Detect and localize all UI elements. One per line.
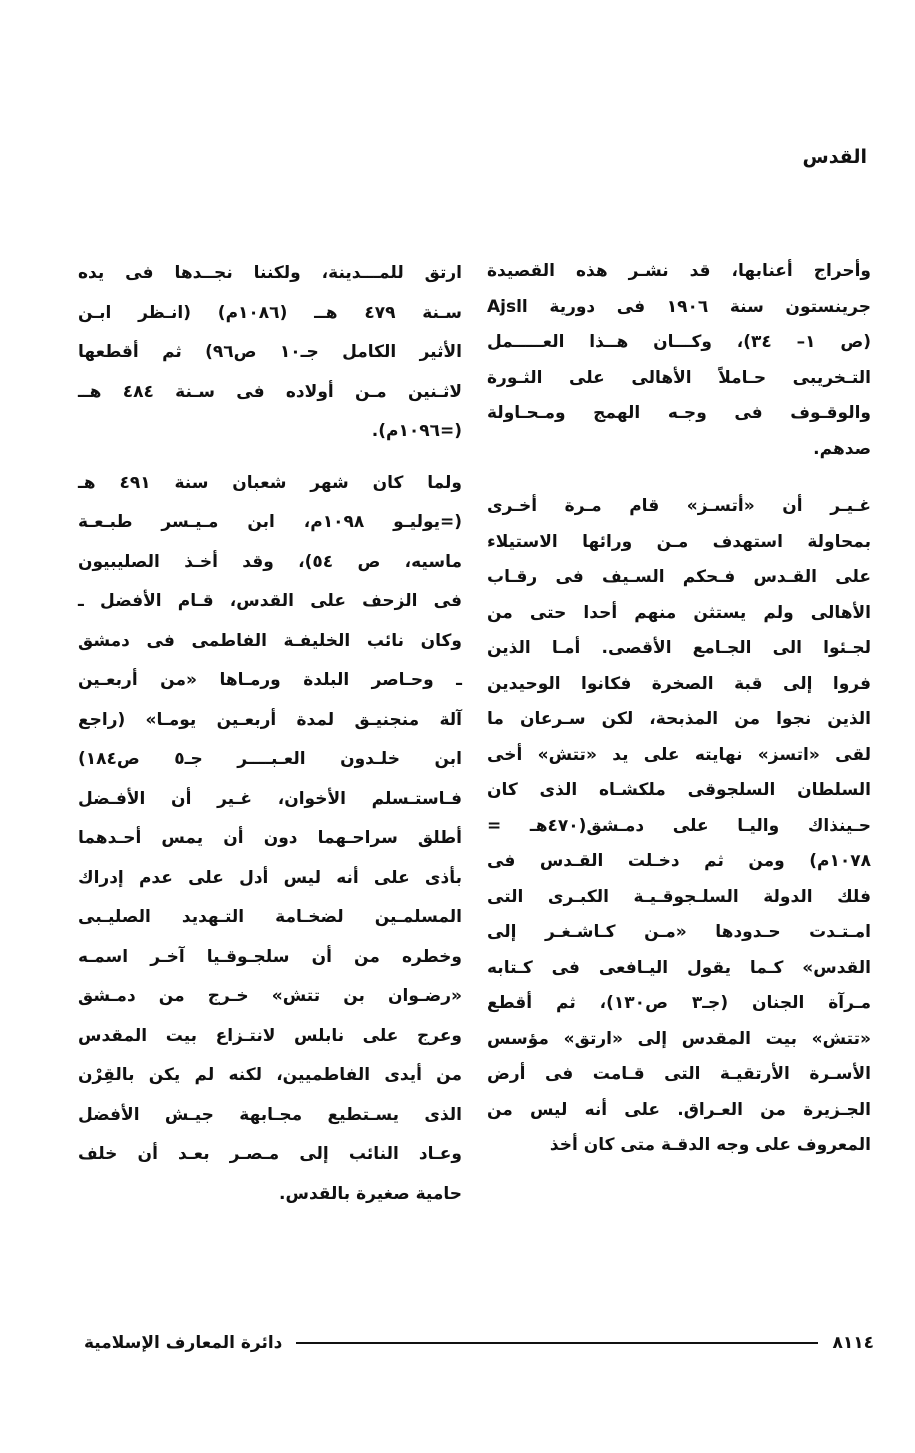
text-line: صدهم. — [813, 438, 871, 459]
text-line: وعرج على نابلس لانتـزاع بيت المقدس — [78, 1025, 462, 1046]
text-line: ابن خلـدون العـبــــر جـ٥ ص١٨٤) — [78, 749, 462, 769]
text-line: لجـئوا الى الجـامع الأقصى. أمـا الذين — [487, 638, 871, 658]
page-footer — [84, 1328, 874, 1358]
text-line: وخطره من أن سلجـوقـيا آخـر اسمـه — [78, 946, 462, 967]
text-line: بأذى على أنه ليس أدل على عدم إدراك — [78, 867, 462, 888]
text-line: مـرآة الجنان (جـ٣ ص١٣٠)، ثم أقطع — [487, 993, 871, 1013]
text-line: آلة منجنيـق لمدة أربعـين يومـا» (راجع — [78, 709, 462, 730]
text-line: (=١٠٩٦م). — [371, 421, 462, 441]
paragraph — [78, 254, 462, 452]
text-line: من أيدى الفاطميين، لكنه لم يكن بالقِرْن — [78, 1065, 462, 1085]
text-line: الأهالى ولم يستثن منهم أحدا حتى من — [487, 602, 871, 623]
text-line: القدس» كـما يقول اليـافعى فى كـتابه — [487, 957, 871, 978]
text-line: على القـدس فـحكم السـيف فى رقـاب — [487, 567, 871, 587]
text-line: بمحاولة استهدف مـن ورائها الاستيلاء — [487, 531, 871, 552]
paragraph — [78, 464, 462, 1215]
text-line: وكان نائب الخليفـة الفاطمى فى دمشق — [78, 630, 462, 651]
text-line: لقى «اتسز» نهايته على يد «تتش» أخى — [487, 744, 871, 765]
text-line: لاثـنين مـن أولاده فى سـنة ٤٨٤ هــ — [78, 381, 462, 402]
paragraph — [487, 489, 871, 1164]
text-line: الجـزيرة من العـراق. على أنه ليس من — [487, 1099, 871, 1120]
text-line: الذين نجوا من المذبحة، لكن سـرعان ما — [487, 709, 871, 729]
text-line: جرينستون سنة ١٩٠٦ فى دورية Ajsll — [487, 296, 871, 317]
text-line: (=يوليـو ١٠٩٨م، ابن مـيـسر طبـعـة — [78, 512, 463, 532]
text-line: المسلمـين لضخـامة التـهديد الصليـبى — [78, 907, 462, 927]
text-line: فلك الدولة السلـجوقـيـة الكبـرى التى — [487, 886, 871, 907]
text-line: غـيـر أن «أتسـز» قام مـرة أخـرى — [487, 496, 871, 516]
text-line: التـخريبى حـاملاً الأهالى على الثـورة — [487, 367, 871, 388]
text-line: ١٠٧٨م) ومن ثم دخـلت القـدس فى — [487, 851, 871, 871]
text-line: فى الزحف على القدس، قـام الأفضل ـ — [78, 591, 462, 611]
text-line: وعـاد النائب إلى مـصـر بعـد أن خلف — [78, 1144, 462, 1164]
footer-rule — [296, 1342, 818, 1344]
text-line: الأثير الكامل جـ١٠ ص٩٦) ثم أقطعها — [78, 342, 462, 362]
page-number: ٨١١٤ — [832, 1333, 874, 1353]
text-line: السلطان السلجوقى ملكشـاه الذى كان — [487, 780, 871, 800]
left-column — [78, 254, 462, 1214]
text-line: «تتش» بيت المقدس إلى «ارتق» مؤسس — [487, 1028, 871, 1049]
text-line: ـ وحـاصر البلدة ورمـاها «من أربعـين — [78, 670, 462, 690]
text-line: حامية صغيرة بالقدس. — [279, 1183, 462, 1204]
text-line: وأحراج أعنابها، قد نشـر هذه القصيدة — [487, 261, 871, 281]
text-line: المعروف على وجه الدقـة متى كان أخذ — [549, 1135, 871, 1155]
text-line: حـينذاك واليـا على دمـشق(٤٧٠هـ = — [487, 815, 871, 836]
text-line: ماسيه، ص ٥٤)، وقد أخـذ الصليبيون — [78, 551, 462, 572]
text-line: الذى يسـتطيع مجـابهة جيـش الأفضل — [78, 1104, 462, 1125]
text-line: (ص ١– ٣٤)، وكـــان هــذا العـــــمل — [487, 332, 871, 352]
text-line: امـتـدت حـدودها «مـن كـاشـغـر إلى — [487, 922, 871, 942]
text-line: سـنة ٤٧٩ هــ (١٠٨٦م) (انـظر ابـن — [78, 302, 463, 323]
paragraph — [487, 254, 871, 467]
running-header: القدس — [802, 146, 867, 168]
publication-title: دائرة المعارف الإسلامية — [84, 1333, 283, 1353]
text-line: والوقـوف فى وجـه الهمج ومـحـاولة — [487, 403, 871, 423]
text-line: «رضـوان بن تتش» خـرج من دمـشق — [78, 986, 462, 1006]
text-line: ولما كان شهر شعبان سنة ٤٩١ هـ — [78, 472, 462, 493]
text-line: فـاستـسلم الأخوان، غـير أن الأفـضل — [78, 788, 462, 809]
text-line: ارتق للمـــدينة، ولكننا نجــدها فى يده — [78, 263, 462, 283]
text-line: أطلق سراحـهما دون أن يمس أحـدهما — [78, 828, 462, 848]
right-column — [487, 254, 871, 1164]
text-line: الأسـرة الأرتقيـة التى قـامت فى أرض — [487, 1064, 871, 1084]
text-line: فروا إلى قبة الصخرة فكانوا الوحيدين — [487, 673, 871, 694]
